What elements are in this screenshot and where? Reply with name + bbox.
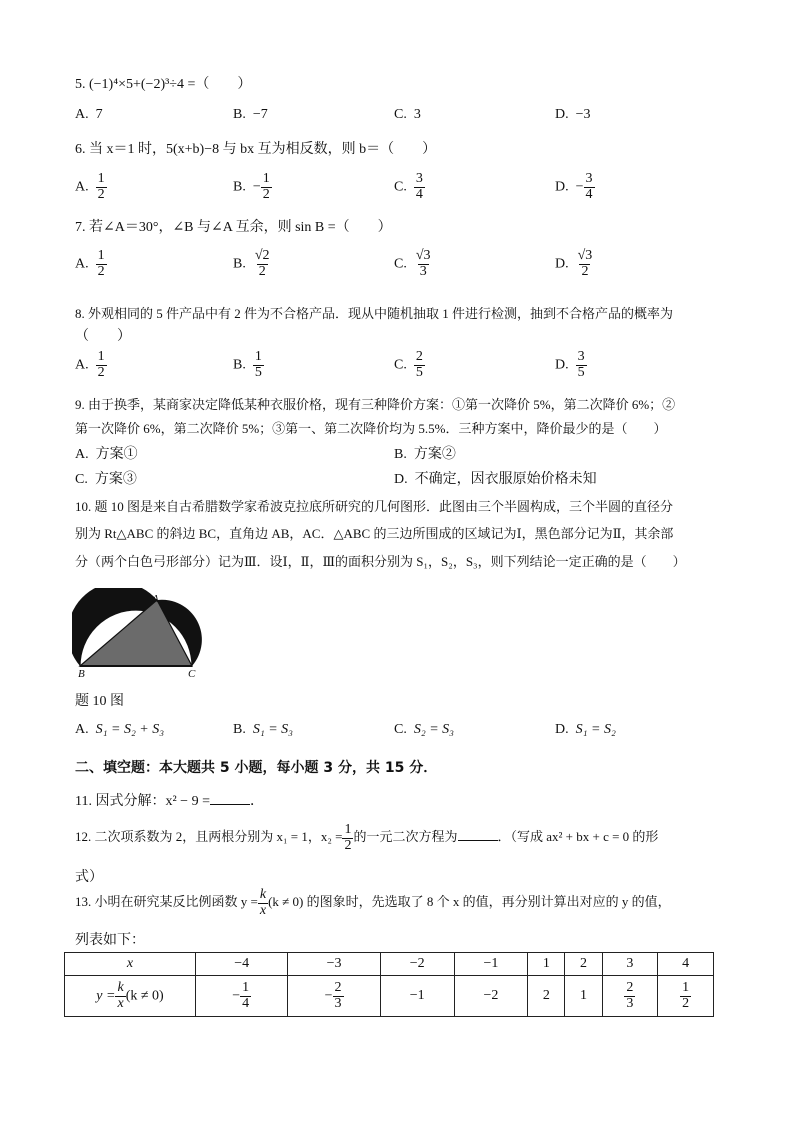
q6-option-a: A. $\frac{1}{2}$ <box>75 171 105 202</box>
q13-line2: 列表如下： <box>75 933 145 948</box>
q8-option-c: C. $\frac{2}{5}$ <box>394 349 423 380</box>
q12-answer-blank[interactable] <box>458 840 498 841</box>
q5-option-d: D. −3 <box>555 107 591 122</box>
q10-stem-line3: 分（两个白色弓形部分）记为Ⅲ．设Ⅰ，Ⅱ，Ⅲ的面积分别为 S₁，S₂，S₃，则下列结论一定正确的是（ ） <box>75 554 686 569</box>
q5-option-a: A. 7 <box>75 107 103 122</box>
q5-stem: 5. (−1)⁴×5+(−2)³÷4 =（ ） <box>75 77 252 92</box>
table-cell-y: $\frac{1}{2}$ <box>658 976 714 1017</box>
q13-line1: 13. 小明在研究某反比例函数 y = $\frac{k}{x}$ (k ≠ 0) 的图象时，先选取了 8 个 x 的值，再分别计算出对应的 y 的值， <box>75 887 671 918</box>
table-cell-x: 4 <box>658 953 714 976</box>
table-cell-x: −3 <box>288 953 380 976</box>
table-cell-y: −1 <box>380 976 454 1017</box>
table-cell-y: 1 <box>565 976 602 1017</box>
table-cell-y: − $\frac{1}{4}$ <box>196 976 288 1017</box>
q5-option-b: B. −7 <box>233 107 268 122</box>
q6-option-c: C. $\frac{3}{4}$ <box>394 171 423 202</box>
table-cell-x: −1 <box>454 953 528 976</box>
q11: 11. 因式分解：x² − 9 = ． <box>75 794 264 809</box>
q9-option-c: C. 方案③ <box>75 472 137 487</box>
q10-stem-line2: 别为 Rt△ABC 的斜边 BC，直角边 AB，AC．△ABC 的三边所围成的区域记为Ⅰ，黑色部分记为Ⅱ，其余部 <box>75 526 674 541</box>
q8-option-d: D. $\frac{3}{5}$ <box>555 349 585 380</box>
q10-option-a: A. S₁ = S₂ + S₃ <box>75 722 165 737</box>
section-2-title: 二、填空题：本大题共 5 小题，每小题 3 分，共 15 分． <box>75 760 438 776</box>
q6-stem: 6. 当 x＝1 时，5(x+b)−8 与 bx 互为相反数，则 b＝（ ） <box>75 142 437 157</box>
q12-line2: 式） <box>75 870 103 885</box>
table-cell-x: −4 <box>196 953 288 976</box>
q8-stem-line2: （ ） <box>75 329 131 344</box>
table-head-y: y = $\frac{k}{x}$ (k ≠ 0) <box>65 976 196 1017</box>
q9-option-a: A. 方案① <box>75 447 138 462</box>
table-cell-y: − $\frac{2}{3}$ <box>288 976 380 1017</box>
table-row-y <box>65 976 714 1017</box>
q10-option-c: C. S₂ = S₃ <box>394 722 455 737</box>
table-cell-x: 3 <box>602 953 658 976</box>
q8-stem-line1: 8. 外观相同的 5 件产品中有 2 件为不合格产品．现从中随机抽取 1 件进行检测，抽到不合格产品的概率为 <box>75 306 674 321</box>
q7-option-d: D. $\frac{√3}{2}$ <box>555 248 593 279</box>
q6-option-d: D. − $\frac{3}{4}$ <box>555 171 593 202</box>
table-head-x: x <box>65 953 196 976</box>
q10-option-b: B. S₁ = S₃ <box>233 722 294 737</box>
vertex-label-b: B <box>78 668 85 678</box>
q9-stem-line2: 第一次降价 6%，第二次降价 5%；③第一、第二次降价均为 5.5%．三种方案中，降价最少的是（ ） <box>75 421 667 436</box>
table-cell-x: 2 <box>565 953 602 976</box>
table-cell-x: −2 <box>380 953 454 976</box>
q13-value-table <box>64 952 714 1017</box>
q12-line1: 12. 二次项系数为 2，且两根分别为 x₁ = 1，x₂ = $\frac{1}{2}$ 的一元二次方程为 ．（写成 ax² + bx + c = 0 的形 <box>75 822 659 853</box>
table-cell-x: 1 <box>528 953 565 976</box>
q10-option-d: D. S₁ = S₂ <box>555 722 616 737</box>
table-row-x <box>65 953 714 976</box>
q8-option-a: A. $\frac{1}{2}$ <box>75 349 105 380</box>
q7-option-a: A. $\frac{1}{2}$ <box>75 248 105 279</box>
q10-stem-line1: 10. 题 10 图是来自古希腊数学家希波克拉底所研究的几何图形．此图由三个半圆构成，三个半圆的直径分 <box>75 499 674 514</box>
table-cell-y: −2 <box>454 976 528 1017</box>
vertex-label-c: C <box>188 668 196 678</box>
vertex-label-a: A <box>152 593 159 605</box>
q9-option-b: B. 方案② <box>394 447 456 462</box>
hippocrates-lunes-figure <box>72 588 222 678</box>
q10-figure-caption: 题 10 图 <box>75 694 124 709</box>
q9-stem-line1: 9. 由于换季，某商家决定降低某种衣服价格，现有三种降价方案：①第一次降价 5%，第二次降价 6%；② <box>75 397 676 412</box>
q7-stem: 7. 若∠A＝30°，∠B 与∠A 互余，则 sin B =（ ） <box>75 220 392 235</box>
q7-option-c: C. $\frac{√3}{3}$ <box>394 248 431 279</box>
q7-option-b: B. $\frac{√2}{2}$ <box>233 248 270 279</box>
table-cell-y: 2 <box>528 976 565 1017</box>
q6-option-b: B. − $\frac{1}{2}$ <box>233 171 270 202</box>
q5-option-c: C. 3 <box>394 107 421 122</box>
q11-answer-blank[interactable] <box>210 804 250 805</box>
q8-option-b: B. $\frac{1}{5}$ <box>233 349 262 380</box>
table-cell-y: $\frac{2}{3}$ <box>602 976 658 1017</box>
q9-option-d: D. 不确定，因衣服原始价格未知 <box>394 472 597 487</box>
